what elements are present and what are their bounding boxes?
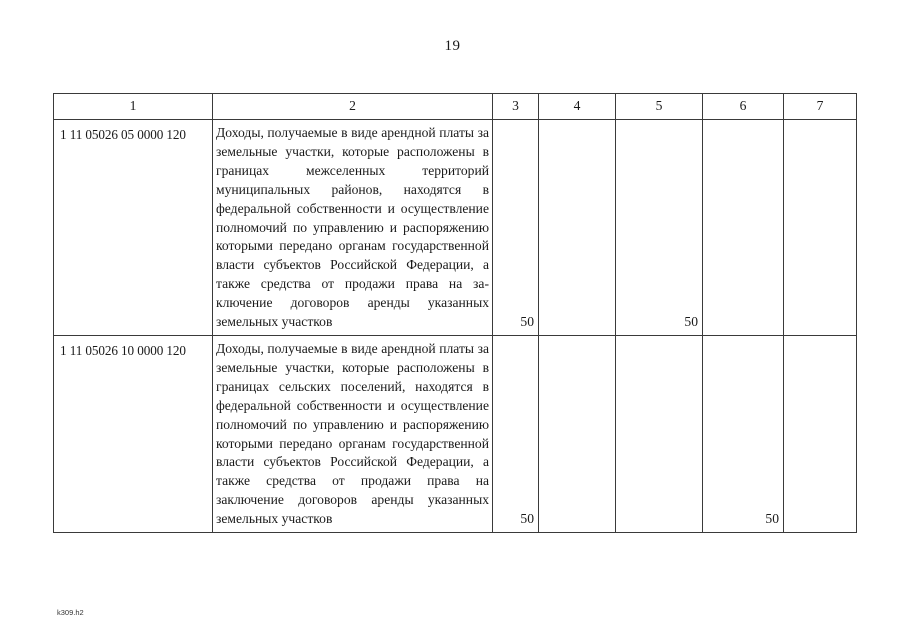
value-cell-col5: 50 [616,120,703,336]
table-row [54,120,857,336]
income-description-cell: Доходы, получаемые в виде арендной платы за земельные участки, которые расположены в границах межселенных территорий муниципальных районов, находятся в федеральной собственности и осуществление полномочий по управлению и распоряжению которыми передано органам государственной власти субъектов Российской Федерации, а также средства от продажи права на заключение договоров аренды указанных земельных участков [213,120,493,336]
value-cell-col6: 50 [703,335,784,532]
value-cell-col7 [784,120,857,336]
value-cell-col3: 50 [493,335,539,532]
income-description-cell: Доходы, получаемые в виде арендной платы за земельные участки, которые расположены в границах сельских поселений, находятся в федеральной собственности и осуществление полномочий по управлению и распоряжению которыми передано органам государственной власти субъектов Российской Федерации, а также средства от продажи права на заключение договоров аренды указанных земельных участков [213,335,493,532]
column-header: 2 [213,94,493,120]
column-header: 4 [539,94,616,120]
value-cell-col6 [703,120,784,336]
budget-code-cell: 1 11 05026 10 0000 120 [54,335,213,532]
value-cell-col5 [616,335,703,532]
budget-code-cell: 1 11 05026 05 0000 120 [54,120,213,336]
column-header: 6 [703,94,784,120]
page-number: 19 [444,38,461,54]
value-cell-col3: 50 [493,120,539,336]
value-cell-col4 [539,120,616,336]
table-row [54,335,857,532]
column-header: 7 [784,94,857,120]
budget-codes-table [53,93,857,533]
column-header: 3 [493,94,539,120]
document-footer-code: k309.h2 [57,608,84,617]
value-cell-col4 [539,335,616,532]
value-cell-col7 [784,335,857,532]
column-header: 5 [616,94,703,120]
column-header: 1 [54,94,213,120]
table-header-row [54,94,857,120]
